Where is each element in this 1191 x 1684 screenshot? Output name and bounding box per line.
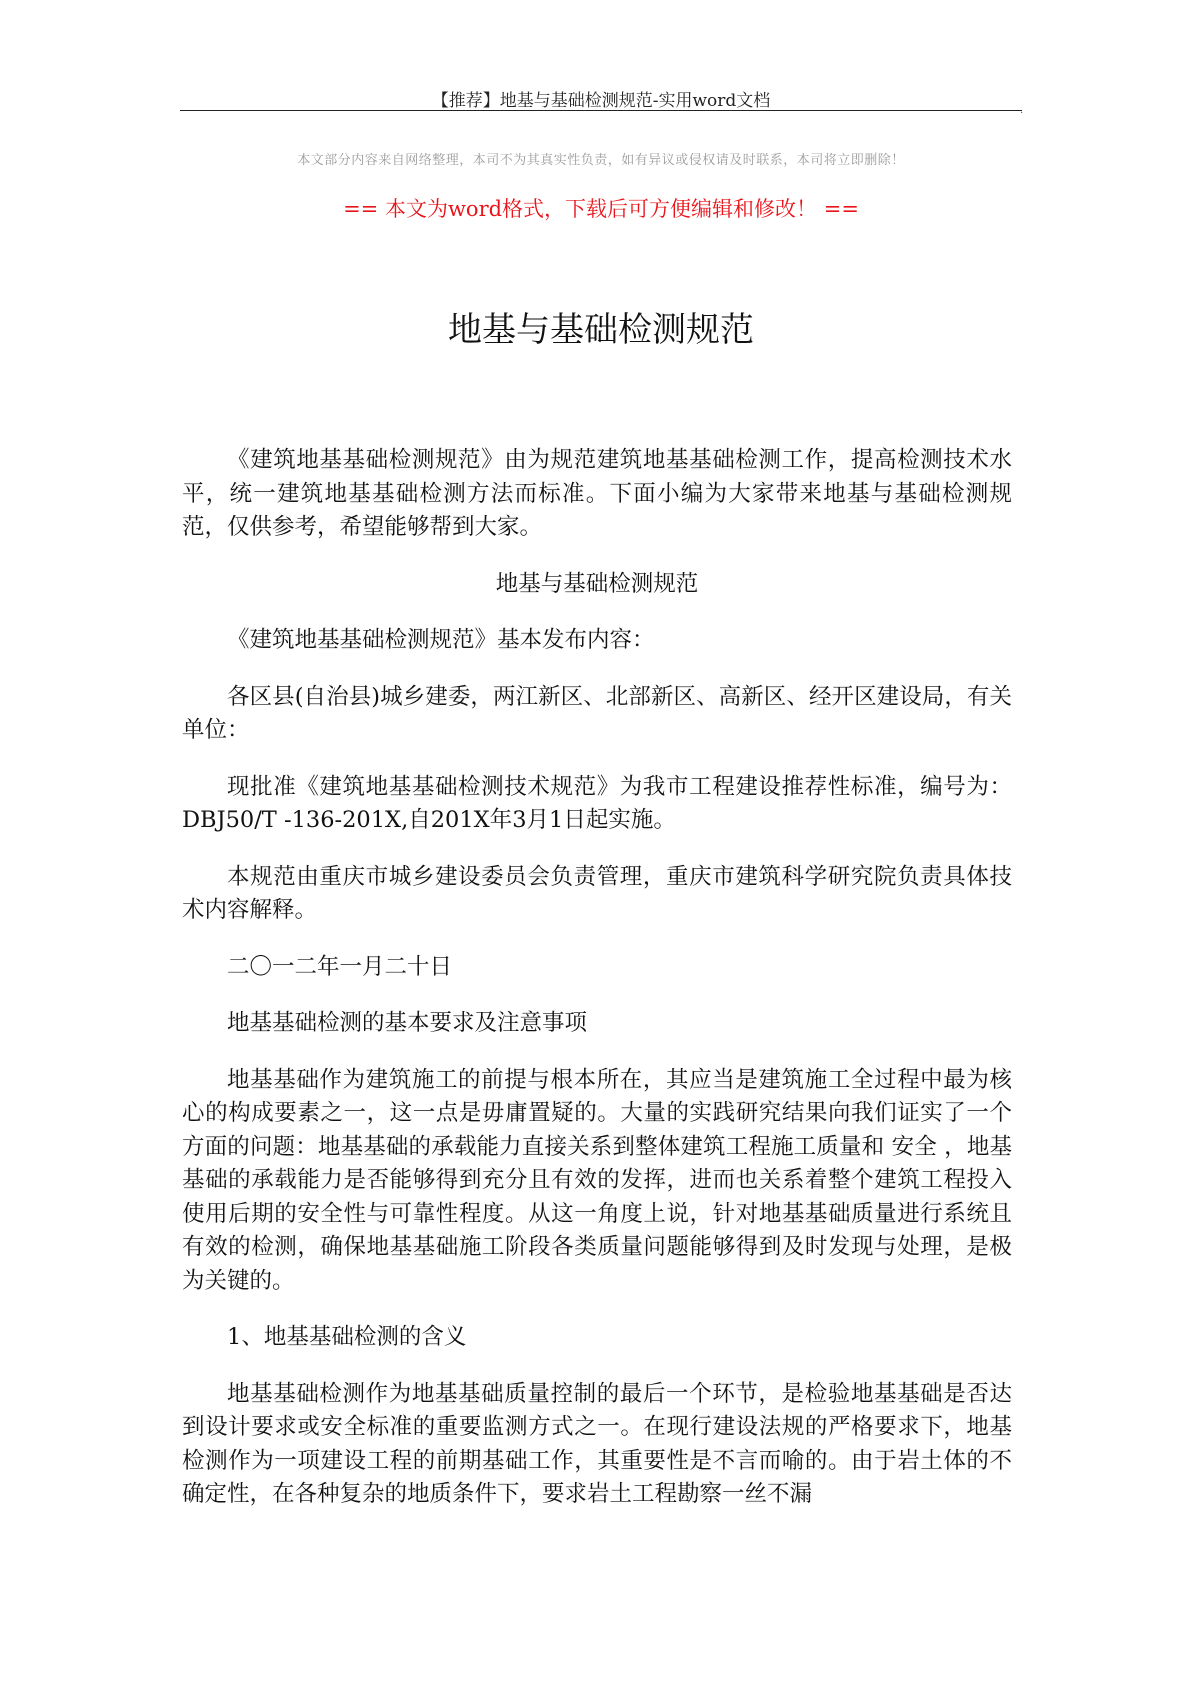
disclaimer-text: 本文部分内容来自网络整理，本司不为其真实性负责，如有异议或侵权请及时联系，本司将立即删除！ (297, 153, 905, 168)
body-paragraph: 本规范由重庆市城乡建设委员会负责管理，重庆市建筑科学研究院负责具体技术内容解释。 (182, 863, 1012, 923)
body-paragraph: 地基基础作为建筑施工的前提与根本所在，其应当是建筑施工全过程中最为核心的构成要素之一，这一点是毋庸置疑的。大量的实践研究结果向我们证实了一个方面的问题：地基基础的承载能力直接关系到整体建筑工程施工质量和 安全 ，地基基础的承载能力是否能够得到充分且有效的发挥，进而也关系着整个建筑工程投入使用后期的安全性与可靠性程度。从这一角度上说，针对地基基础质量进行系统且有效的检测，确保地基基础施工阶段各类质量问题能够得到及时发现与处理，是极为关键的。 (182, 1066, 1012, 1294)
subheading: 1、地基基础检测的含义 (227, 1324, 467, 1350)
intro-paragraph: 《建筑地基基础检测规范》由为规范建筑地基基础检测工作，提高检测技术水平，统一建筑地基基础检测方法而标准。下面小编为大家带来地基与基础检测规范，仅供参考，希望能够帮到大家。 (182, 447, 1012, 540)
subheading: 地基基础检测的基本要求及注意事项 (227, 1010, 588, 1036)
document-body (182, 444, 1012, 1535)
section-heading: 地基与基础检测规范 (495, 570, 699, 597)
body-paragraph: 地基基础检测作为地基基础质量控制的最后一个环节，是检验地基基础是否达到设计要求或安全标准的重要监测方式之一。在现行建设法规的严格要求下，地基检测作为一项建设工程的前期基础工作，其重要性是不言而喻的。由于岩土体的不确定性，在各种复杂的地质条件下，要求岩土工程勘察一丝不漏 (182, 1380, 1012, 1507)
body-paragraph: 《建筑地基基础检测规范》基本发布内容： (227, 627, 655, 653)
page-header: 【推荐】地基与基础检测规范-实用word文档 (431, 91, 771, 111)
date-line: 二〇一二年一月二十日 (227, 953, 453, 980)
header-end-mark: . (1020, 105, 1024, 116)
format-notice: == 本文为word格式，下载后可方便编辑和修改！ == (343, 197, 859, 221)
body-paragraph: 现批准《建筑地基基础检测技术规范》为我市工程建设推荐性标准，编号为：DBJ50/T -136-201X,自201X年3月1日起实施。 (182, 773, 1012, 833)
document-title: 地基与基础检测规范 (448, 310, 754, 350)
header-divider (180, 110, 1022, 111)
body-paragraph: 各区县(自治县)城乡建委，两江新区、北部新区、高新区、经开区建设局，有关单位： (182, 683, 1012, 743)
